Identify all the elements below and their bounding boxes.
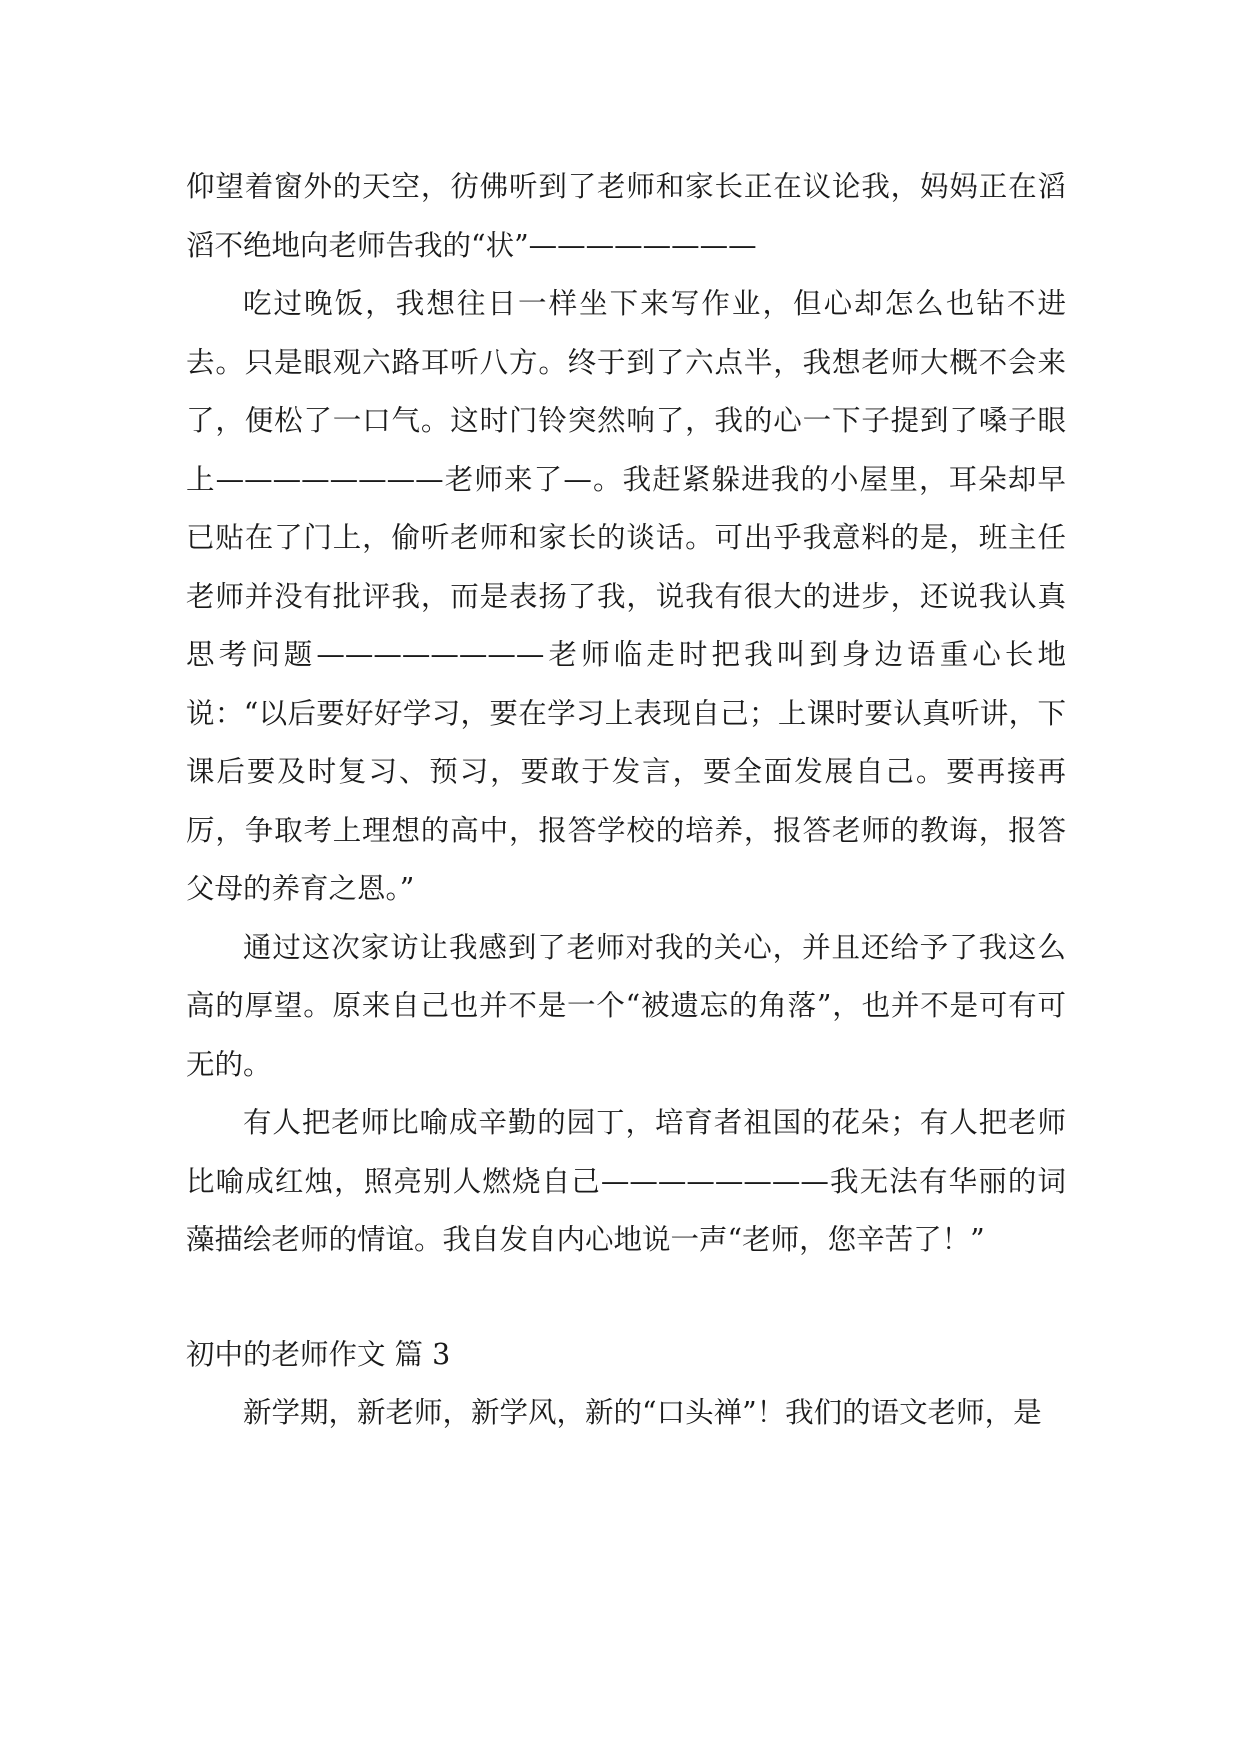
paragraph-3: 通过这次家访让我感到了老师对我的关心，并且还给予了我这么高的厚望。原来自己也并不是一个“被遗忘的角落”，也并不是可有可无的。 [186,930,1066,1081]
paragraph-2: 吃过晚饭，我想往日一样坐下来写作业，但心却怎么也钻不进去。只是眼观六路耳听八方。终于到了六点半，我想老师大概不会来了，便松了一口气。这时门铃突然响了，我的心一下子提到了嗓子眼上————————老师来了—。我赶紧躲进我的小屋里，耳朵却早已贴在了门上，偷听老师和家长的谈话。可出乎我意料的是，班主任老师并没有批评我，而是表扬了我，说我有很大的进步，还说我认真思考问题————————老师临走时把我叫到身边语重心长地说：“以后要好好学习，要在学习上表现自己；上课时要认真听讲，下课后要及时复习、预习，要敢于发言，要全面发展自己。要再接再厉，争取考上理想的高中，报答学校的培养，报答老师的教诲，报答父母的养育之恩。” [186,287,1066,905]
paragraph-4: 有人把老师比喻成辛勤的园丁，培育者祖国的花朵；有人把老师比喻成红烛，照亮别人燃烧自己————————我无法有华丽的词藻描绘老师的情谊。我自发自内心地说一声“老师，您辛苦了！” [186,1106,1066,1256]
section-first-paragraph: 新学期，新老师，新学风，新的“口头禅”！我们的语文老师，是 [243,1395,1042,1429]
paragraph-1: 仰望着窗外的天空，彷佛听到了老师和家长正在议论我，妈妈正在滔滔不绝地向老师告我的“状”———————— [186,170,1066,262]
document-body [186,158,1066,1442]
section-heading: 初中的老师作文 篇 3 [186,1337,451,1371]
